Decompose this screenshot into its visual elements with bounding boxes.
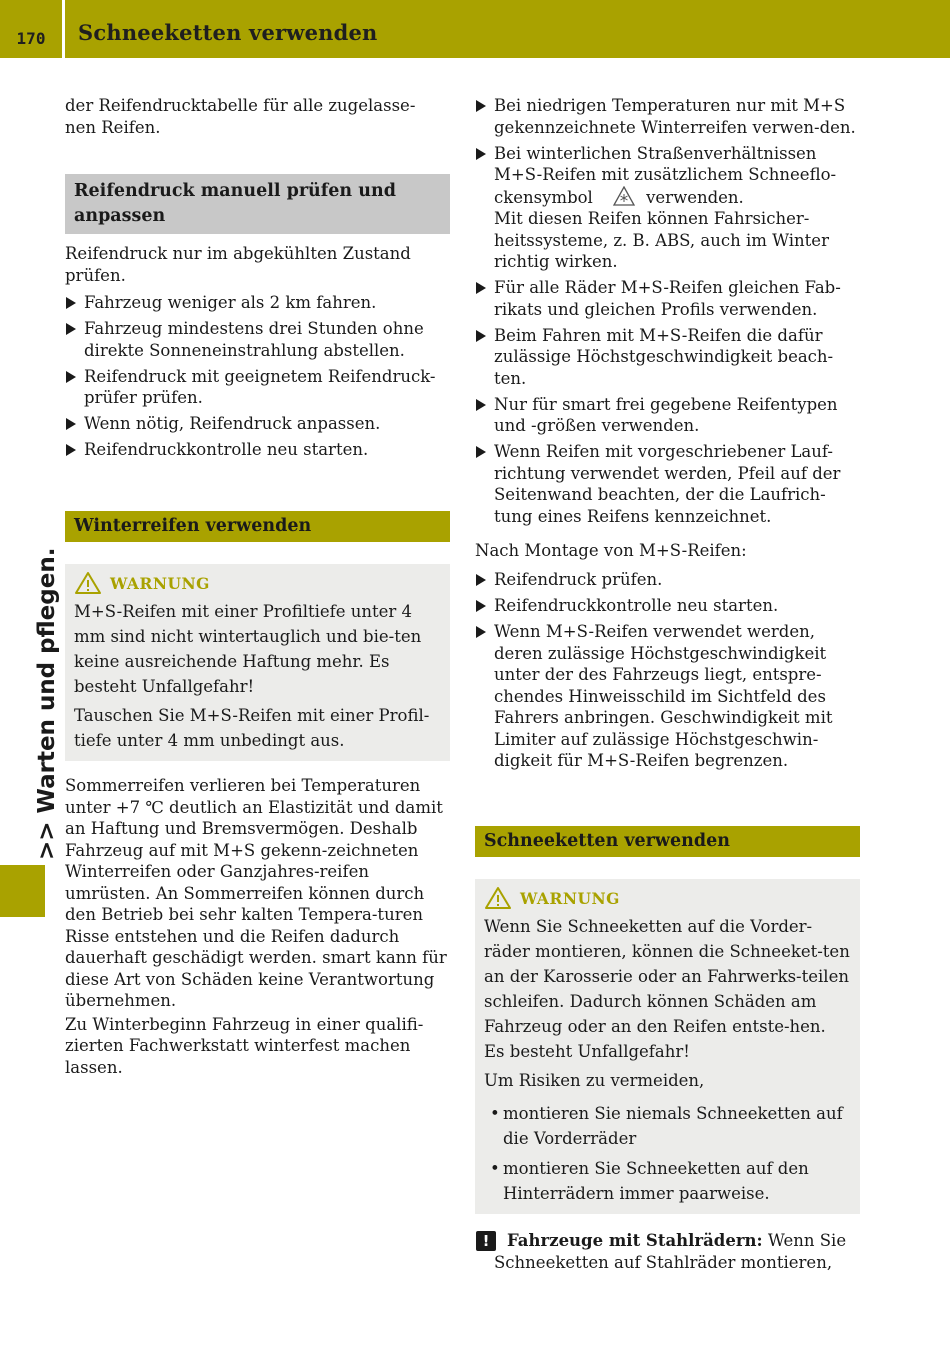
bullet-icon: • [490, 1104, 500, 1123]
list-item: Wenn M+S-Reifen verwendet werden, deren zulässige Höchstgeschwindigkeit unter der des Fahrzeugs liegt, entspre-chendes Hinweisschild im Sichtfeld des Fahrers anbringen. Geschwindigkeit mit Limiter auf zulässige Höchstgeschwin-digkeit für M+S-Reifen begrenzen. [475, 621, 860, 772]
section-heading-schneeketten: Schneeketten verwenden [475, 826, 860, 857]
list-item: Wenn nötig, Reifendruck anpassen. [65, 413, 450, 435]
list-item: Bei niedrigen Temperaturen nur mit M+S gekennzeichnete Winterreifen verwen-den. [475, 95, 860, 138]
arrow-icon [66, 444, 76, 456]
warning-text: Tauschen Sie M+S-Reifen mit einer Profil-tiefe unter 4 mm unbedingt aus. [74, 706, 430, 750]
arrow-icon [476, 282, 486, 294]
arrow-icon [66, 297, 76, 309]
warning-text: M+S-Reifen mit einer Profiltiefe unter 4 mm sind nicht wintertauglich und bie-ten keine ausreichende Haftung mehr. Es besteht Unfallgefahr! [74, 602, 422, 696]
arrow-icon [66, 371, 76, 383]
list-item: Wenn Reifen mit vorgeschriebener Lauf-richtung verwendet werden, Pfeil auf der Seitenwand beachten, der die Laufrich-tung eines Reifens kennzeichnet. [475, 441, 860, 527]
note-text: Wenn Sie Schneeketten auf Stahlräder montieren, [494, 1231, 847, 1272]
section-heading-reifendruck: Reifendruck manuell prüfen und anpassen [65, 174, 450, 234]
intro-text: der Reifendrucktabelle für alle zugelasse-nen Reifen. [65, 96, 416, 137]
side-tab-marker [0, 865, 45, 917]
warning-text: Um Risiken zu vermeiden, [484, 1071, 705, 1090]
bullet-icon: • [490, 1159, 500, 1178]
warning-title: WARNUNG [520, 888, 620, 908]
page-number: 170 [16, 29, 46, 48]
arrow-icon [66, 323, 76, 335]
warning-title: WARNUNG [110, 573, 210, 593]
list-item: Nur für smart frei gegebene Reifentypen und -größen verwenden. [475, 394, 860, 437]
arrow-icon [66, 418, 76, 430]
arrow-icon [476, 399, 486, 411]
arrow-icon [476, 446, 486, 458]
body-paragraph: Zu Winterbeginn Fahrzeug in einer qualifi-zierten Fachwerkstatt winterfest machen lassen. [65, 1014, 424, 1077]
side-tab-label: >> Warten und pflegen. [34, 547, 60, 860]
list-item: Reifendruck prüfen. [475, 569, 860, 591]
list-item: Beim Fahren mit M+S-Reifen die dafür zulässige Höchstgeschwindigkeit beach-ten. [475, 325, 860, 390]
list-item: Reifendruck mit geeignetem Reifendruck-prüfer prüfen. [65, 366, 450, 409]
arrow-icon [476, 100, 486, 112]
exclamation-icon: ! [476, 1231, 496, 1251]
snowflake-mountain-icon [612, 186, 636, 206]
left-column [65, 95, 450, 1078]
right-column [475, 95, 860, 1273]
section-text: Reifendruck nur im abgekühlten Zustand prüfen. [65, 244, 411, 285]
body-paragraph: Nach Montage von M+S-Reifen: [475, 540, 747, 560]
list-item: Für alle Räder M+S-Reifen gleichen Fab-rikats und gleichen Profils verwenden. [475, 277, 860, 320]
header-divider [62, 0, 65, 58]
arrow-icon [476, 330, 486, 342]
warning-box [475, 879, 860, 1214]
list-item: Reifendruckkontrolle neu starten. [475, 595, 860, 617]
list-item: • montieren Sie niemals Schneeketten auf die Vorderräder [484, 1101, 850, 1151]
note [475, 1230, 860, 1273]
body-paragraph: Sommerreifen verlieren bei Temperaturen unter +7 ℃ deutlich an Elastizität und damit an Haftung und Bremsvermögen. Deshalb Fahrzeug auf mit M+S gekenn-zeichneten Winterreifen oder Ganzjahres-reifen umrüsten. An Sommerreifen können durch den Betrieb bei sehr kalten Tempera-turen Risse entstehen und die Reifen dadurch dauerhaft geschädigt werden. smart kann für diese Art von Schäden keine Verantwortung übernehmen. [65, 776, 447, 1010]
warning-box [65, 564, 450, 761]
warning-text: Wenn Sie Schneeketten auf die Vorder-räder montieren, können die Schneeket-ten an der Karosserie oder an Fahrwerks-teilen schleifen. Dadurch können Schäden am Fahrzeug oder an den Reifen entste-hen. Es besteht Unfallgefahr! [484, 917, 850, 1061]
arrow-icon [476, 626, 486, 638]
warning-icon [74, 571, 102, 595]
list-item: Fahrzeug mindestens drei Stunden ohne direkte Sonneneinstrahlung abstellen. [65, 318, 450, 361]
page-title: Schneeketten verwenden [78, 20, 378, 45]
section-heading-winterreifen: Winterreifen verwenden [65, 511, 450, 542]
list-item: • montieren Sie Schneeketten auf den Hinterrädern immer paarweise. [484, 1156, 850, 1206]
list-item: Reifendruckkontrolle neu starten. [65, 439, 450, 461]
note-bold: Fahrzeuge mit Stahlrädern: [507, 1231, 763, 1250]
list-item: Bei winterlichen Straßenverhältnissen M+S-Reifen mit zusätzlichem Schneeflo-ckensymbol verwenden. Mit diesen Reifen können Fahrsicher-heitssysteme, z. B. ABS, auch im Winter richtig wirken. [475, 143, 860, 273]
arrow-icon [476, 574, 486, 586]
list-item: Fahrzeug weniger als 2 km fahren. [65, 292, 450, 314]
arrow-icon [476, 600, 486, 612]
warning-icon [484, 886, 512, 910]
arrow-icon [476, 148, 486, 160]
